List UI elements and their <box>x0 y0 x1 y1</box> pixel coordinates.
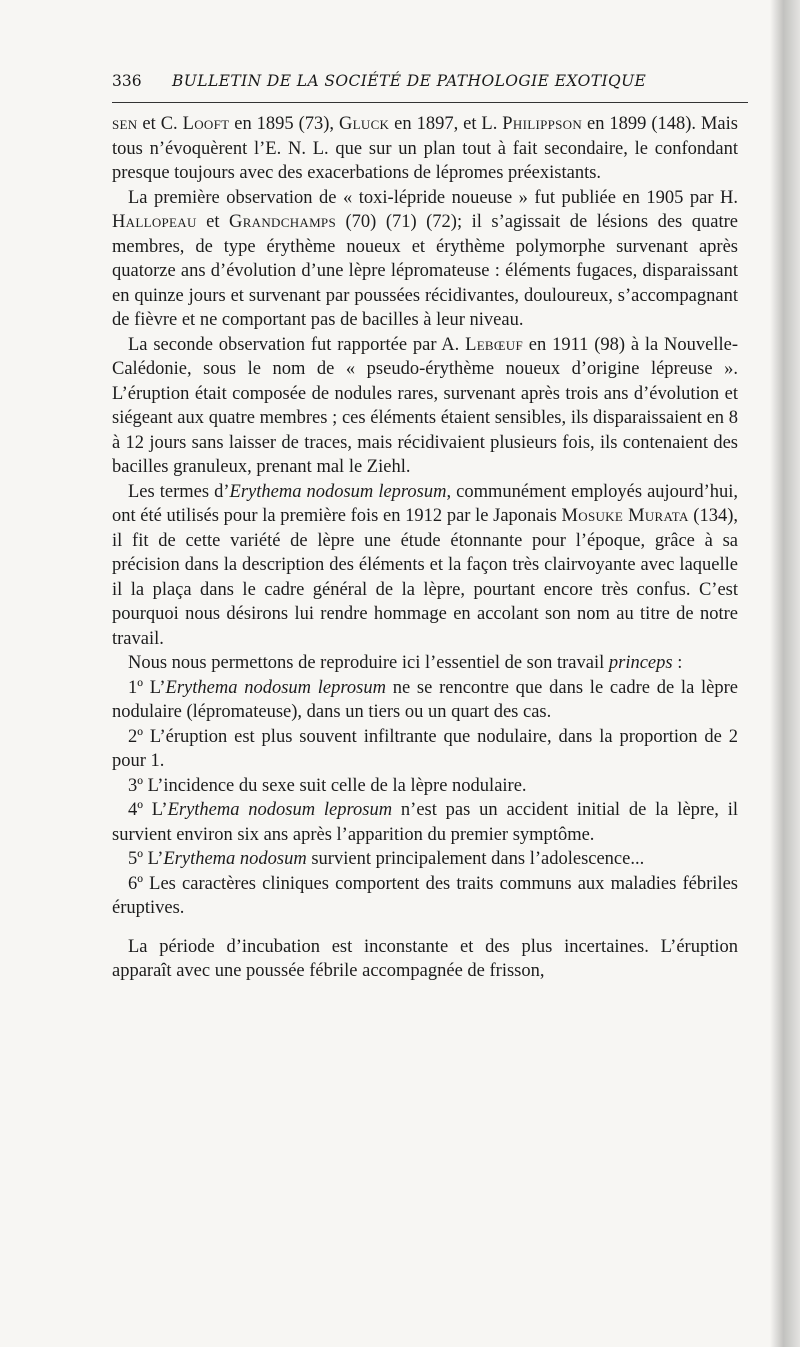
paragraph <box>112 651 738 676</box>
paragraph <box>112 112 738 186</box>
header-rule <box>112 102 748 103</box>
paragraph <box>112 725 738 774</box>
text-run: , communément employés aujourd’hui, ont été utilisés pour la première fois en 1912 par le Japonais <box>112 481 739 526</box>
author-name: Grandchamps <box>229 212 336 232</box>
text-run: (70) (71) (72); il s’agissait de lésions des quatre membres, de type érythème noueux et érythème polymorphe survenant après quatorze ans d’évolution d’une lèpre lépromateuse : éléments fugaces, disparaissant en quinze jours et survenant par poussées récidivantes, douloureux, s’accompagnant de fièvre et ne comportant pas de bacilles à leur niveau. <box>112 212 738 330</box>
text-run: survient principalement dans l’adolescence... <box>306 849 645 869</box>
text-run: et <box>196 212 230 232</box>
italic-term: Erythema nodosum leprosum <box>229 481 447 502</box>
text-run: : <box>672 653 683 673</box>
paragraph <box>112 480 738 652</box>
text-run: 2º L’éruption est plus souvent infiltrante que nodulaire, dans la proportion de 2 pour 1. <box>112 726 738 771</box>
italic-term: Erythema nodosum <box>163 849 307 869</box>
italic-term: Erythema nodosum leprosum <box>167 800 393 820</box>
paragraph <box>112 186 738 333</box>
paragraph <box>112 872 738 921</box>
paragraph <box>112 935 738 984</box>
author-name: Hallopeau <box>112 212 197 232</box>
author-name: sen <box>112 114 138 134</box>
page-edge-shadow <box>770 0 800 1347</box>
page-number: 336 <box>112 72 142 90</box>
running-title: BULLETIN DE LA SOCIÉTÉ DE PATHOLOGIE EXOTIQUE <box>172 72 647 90</box>
text-run: (134), il fit de cette variété de lèpre une étude étonnante pour l’époque, grâce à sa précision dans la description des éléments et la façon très clairvoyante avec laquelle il la plaça dans le cadre général de la lèpre, pourtant encore très confus. C’est pourquoi nous désirons lui rendre hommage en accolant son nom au titre de notre travail. <box>112 506 739 649</box>
text-run: La seconde observation fut rapportée par A. <box>128 334 466 355</box>
paragraph <box>112 676 738 725</box>
author-name: Gluck <box>339 114 390 134</box>
text-run: Nous nous permettons de reproduire ici l’essentiel de son travail <box>128 653 609 673</box>
author-name: Philippson <box>502 114 583 134</box>
text-run: Les termes d’ <box>128 481 230 502</box>
text-run: 1º L’ <box>128 677 166 698</box>
text-run: 3º L’incidence du sexe suit celle de la lèpre nodulaire. <box>128 775 527 796</box>
italic-term: princeps <box>608 653 673 673</box>
text-run: La première observation de « toxi-lépride noueuse » fut publiée en 1905 par H. <box>128 187 738 208</box>
author-name: Looft <box>182 114 230 134</box>
text-run: n’est pas un accident initial de la lèpre, il survient environ six ans après l’apparition du premier symptôme. <box>112 800 738 845</box>
paragraph <box>112 847 738 872</box>
paragraph <box>112 333 738 480</box>
text-run: 4º L’ <box>128 800 168 820</box>
paragraph <box>112 774 738 799</box>
text-run: en 1895 (73), <box>229 114 339 134</box>
author-name: Mosuke Murata <box>561 506 689 526</box>
text-run: ne se rencontre que dans le cadre de la lèpre nodulaire (lépromateuse), dans un tiers ou un quart des cas. <box>112 677 739 722</box>
body-text <box>112 112 738 984</box>
text-run: et C. <box>137 114 183 134</box>
text-run: en 1911 (98) à la Nouvelle-Calédonie, sous le nom de « pseudo-érythème noueux d’origine lépreuse ». L’éruption était composée de nodules rares, survenant après trois ans d’évolution et siégeant aux quatre membres ; ces éléments étaient sensibles, ils disparaissaient en 8 à 12 jours sans laisser de traces, mais récidivaient plusieurs fois, ils contenaient des bacilles granuleux, prenant mal le Ziehl. <box>112 334 738 477</box>
text-run: en 1897, et L. <box>389 114 503 134</box>
text-run: en 1899 (148). Mais tous n’évoquèrent l’E. N. L. que sur un plan tout à fait secondaire, le confondant presque toujours avec des exacerbations de lépromes préexistants. <box>112 114 738 183</box>
text-run: 5º L’ <box>128 849 164 869</box>
text-run: La période d’incubation est inconstante et des plus incertaines. L’éruption apparaît avec une poussée fébrile accompagnée de frisson, <box>112 936 738 981</box>
paragraph <box>112 798 738 847</box>
text-run: 6º Les caractères cliniques comportent des traits communs aux maladies fébriles éruptives. <box>112 873 738 918</box>
italic-term: Erythema nodosum leprosum <box>165 677 386 698</box>
author-name: Lebœuf <box>465 334 523 355</box>
